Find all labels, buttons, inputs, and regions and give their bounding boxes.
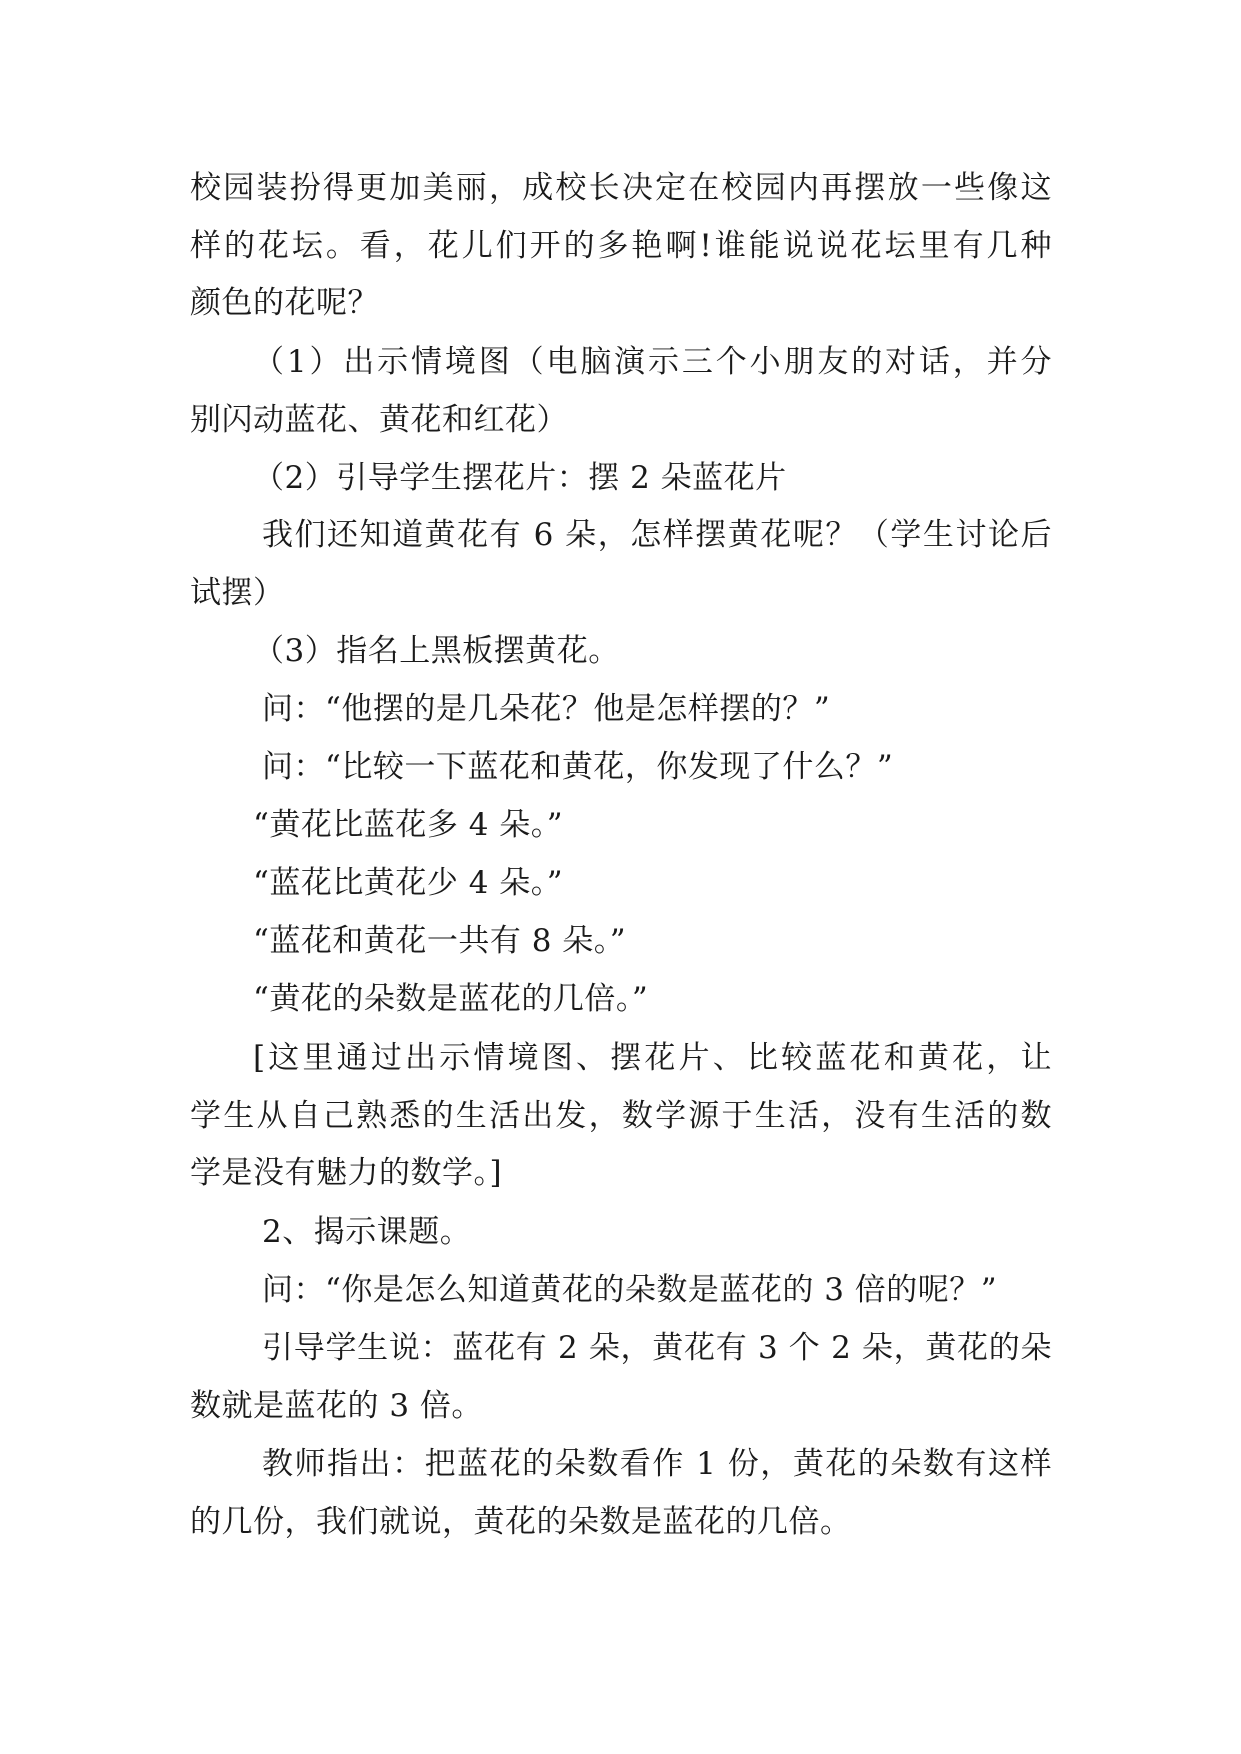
paragraph-line: 问：“他摆的是几朵花？他是怎样摆的？” — [262, 691, 831, 727]
paragraph-line: “黄花的朵数是蓝花的几倍。” — [253, 981, 649, 1017]
paragraph-line: 问：“你是怎么知道黄花的朵数是蓝花的 3 倍的呢？” — [262, 1272, 998, 1308]
paragraph-line: 的几份，我们就说，黄花的朵数是蓝花的几倍。 — [190, 1504, 852, 1540]
paragraph-line: 颜色的花呢？ — [190, 285, 379, 321]
paragraph-line: 别闪动蓝花、黄花和红花） — [190, 402, 568, 438]
paragraph-line: 校园装扮得更加美丽，成校长决定在校园内再摆放一些像这 — [190, 170, 1052, 206]
paragraph-line: “蓝花比黄花少 4 朵。” — [253, 865, 564, 901]
paragraph-line: 我们还知道黄花有 6 朵，怎样摆黄花呢？（学生讨论后 — [262, 517, 1052, 553]
paragraph-line: 问：“比较一下蓝花和黄花，你发现了什么？” — [262, 749, 894, 785]
section-heading: 2、揭示课题。 — [262, 1214, 472, 1250]
paragraph-line: 教师指出：把蓝花的朵数看作 1 份，黄花的朵数有这样 — [262, 1446, 1052, 1482]
document-page — [190, 0, 1052, 1754]
paragraph-line: （3）指名上黑板摆黄花。 — [253, 633, 620, 669]
paragraph-line: 试摆） — [190, 575, 285, 611]
paragraph-line: 学是没有魅力的数学。] — [190, 1155, 503, 1191]
paragraph-line: [这里通过出示情境图、摆花片、比较蓝花和黄花，让 — [253, 1040, 1052, 1076]
paragraph-line: 学生从自己熟悉的生活出发，数学源于生活，没有生活的数 — [190, 1098, 1052, 1134]
paragraph-line: 引导学生说：蓝花有 2 朵，黄花有 3 个 2 朵，黄花的朵 — [262, 1330, 1052, 1366]
paragraph-line: “黄花比蓝花多 4 朵。” — [253, 807, 564, 843]
paragraph-line: 样的花坛。看，花儿们开的多艳啊!谁能说说花坛里有几种 — [190, 228, 1052, 264]
paragraph-line: “蓝花和黄花一共有 8 朵。” — [253, 923, 627, 959]
paragraph-line: 数就是蓝花的 3 倍。 — [190, 1388, 483, 1424]
paragraph-line: （1）出示情境图（电脑演示三个小朋友的对话，并分 — [253, 344, 1052, 380]
paragraph-line: （2）引导学生摆花片：摆 2 朵蓝花片 — [253, 460, 787, 496]
